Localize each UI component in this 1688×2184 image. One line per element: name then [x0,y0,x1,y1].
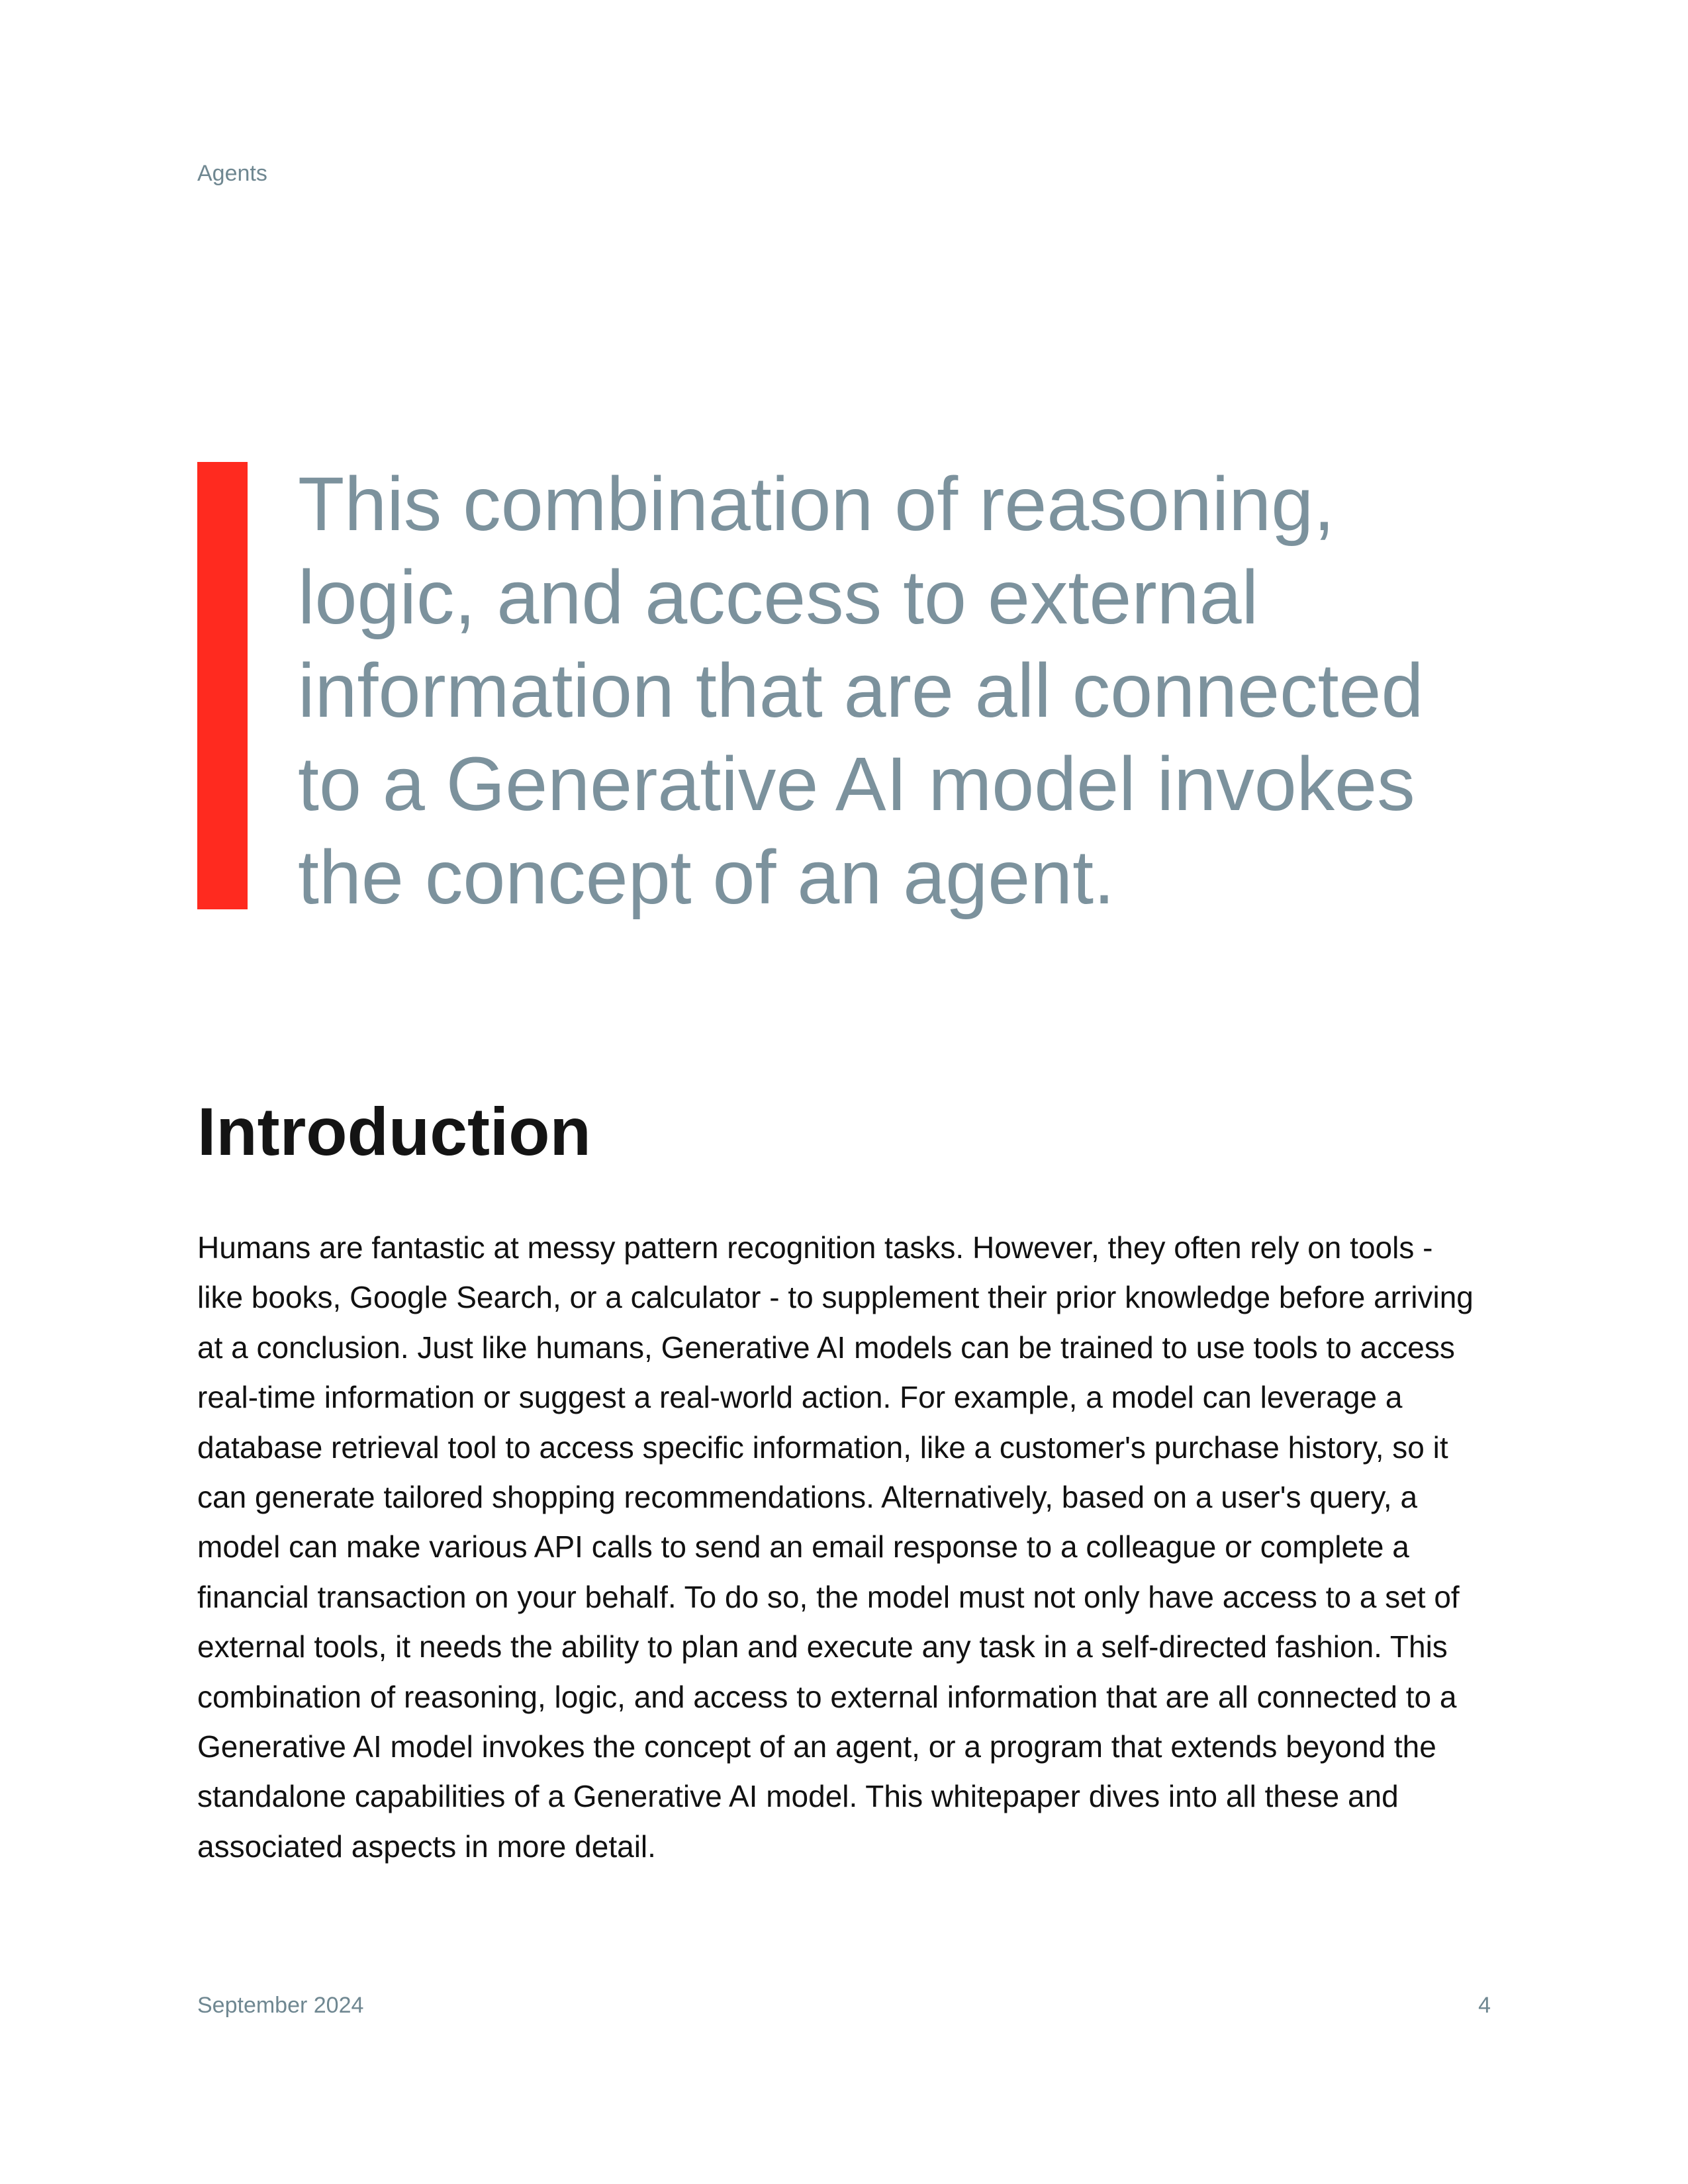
body-paragraph: Humans are fantastic at messy pattern recognition tasks. However, they often rely on tools - like books, Google Search, or a calculator - to supplement their prior knowledge before arriving at a conclusion. Just like humans, Generative AI models can be trained to use tools to access real-time information or suggest a real-world action. For example, a model can leverage a database retrieval tool to access specific information, like a customer's purchase history, so it can generate tailored shopping recommendations. Alternatively, based on a user's query, a model can make various API calls to send an email response to a colleague or complete a financial transaction on your behalf. To do so, the model must not only have access to a set of external tools, it needs the ability to plan and execute any task in a self-directed fashion. This combination of reasoning, logic, and access to external information that are all connected to a Generative AI model invokes the concept of an agent, or a program that extends beyond the standalone capabilities of a Generative AI model. This whitepaper dives into all these and associated aspects in more detail. [197,1230,1474,1864]
section-heading: Introduction [197,1094,591,1169]
pull-quote [197,462,1495,920]
running-header: Agents [197,161,267,186]
footer-date: September 2024 [197,1993,364,2018]
page-number: 4 [1478,1993,1491,2018]
pull-quote-accent-bar [197,462,248,909]
pull-quote-text: This combination of reasoning, logic, and access to external information that are all connected to a Generative AI model invokes the concept of an agent. [298,462,1424,920]
